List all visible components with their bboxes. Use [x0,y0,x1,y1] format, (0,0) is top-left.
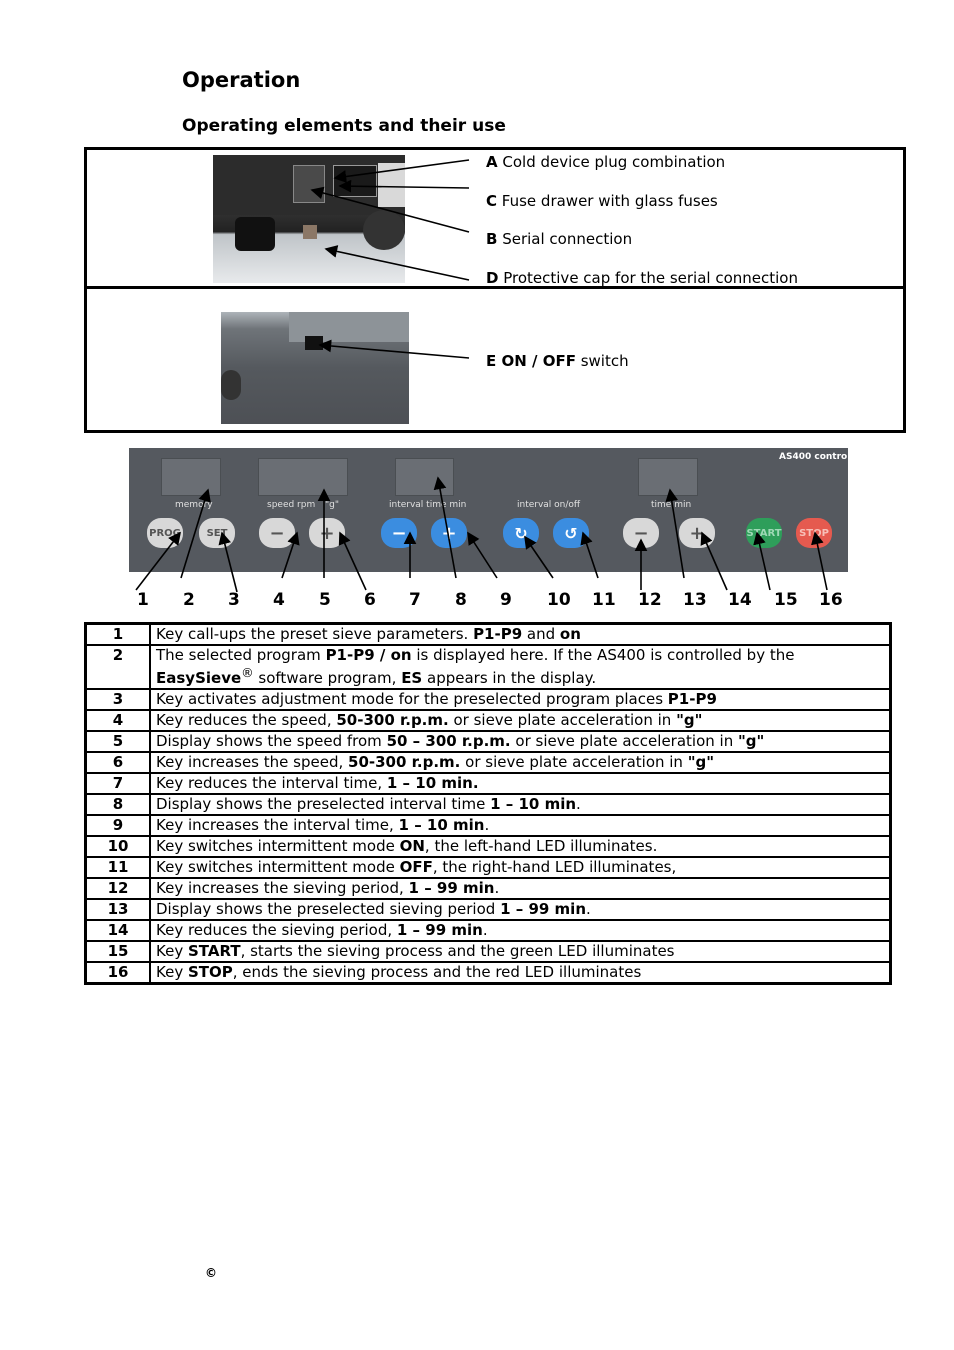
row-number: 8 [86,794,151,815]
row-number: 3 [86,689,151,710]
row-description: Key call-ups the preset sieve parameters. P1-P9 and on [150,624,891,646]
row-number: 5 [86,731,151,752]
interval-minus-key: − [381,518,417,548]
table-row [86,624,891,646]
row-description: Key increases the interval time, 1 – 10 min. [150,815,891,836]
table-row [86,962,891,984]
table-row [86,836,891,857]
callout-number: 3 [228,590,240,610]
row-description: Key reduces the interval time, 1 – 10 min. [150,773,891,794]
table-row [86,752,891,773]
table-row [86,645,891,689]
copyright-mark: © [205,1266,217,1280]
row-number: 6 [86,752,151,773]
callout-number: 10 [547,590,571,610]
row-number: 9 [86,815,151,836]
row-number: 2 [86,645,151,689]
interval-onoff-label: interval on/off [517,500,581,510]
label-b: B Serial connection [486,230,633,248]
section-title: Operating elements and their use [182,116,506,136]
callout-number: 7 [409,590,421,610]
row-description: Key START, starts the sieving process and the green LED illuminates [150,941,891,962]
time-plus-key: + [679,518,715,548]
table-row [86,941,891,962]
row-description: Key reduces the sieving period, 1 – 99 min. [150,920,891,941]
row-description: Key reduces the speed, 50-300 r.p.m. or sieve plate acceleration in "g" [150,710,891,731]
memory-label: memory [175,500,213,510]
speed-g-label: "g" [325,500,339,510]
speed-plus-key: + [309,518,345,548]
panel-title: AS400 control [779,452,851,462]
interval-off-key: ↺ [553,518,589,548]
callout-number: 16 [819,590,843,610]
label-e: E ON / OFF switch [486,352,629,370]
table-row [86,689,891,710]
callout-number: 11 [592,590,616,610]
callout-number: 2 [183,590,195,610]
arrow-d [326,249,469,280]
row-description: Key increases the sieving period, 1 – 99 min. [150,878,891,899]
interval-plus-key: + [431,518,467,548]
table-row [86,920,891,941]
callout-number: 13 [683,590,707,610]
row-description: Key switches intermittent mode ON, the left-hand LED illuminates. [150,836,891,857]
arrow-c [340,186,469,188]
callout-number: 4 [273,590,285,610]
callout-number: 9 [500,590,512,610]
prog-key: PROG [147,518,183,548]
callout-number: 8 [455,590,467,610]
row-number: 4 [86,710,151,731]
callout-arrows [0,0,954,640]
table-row [86,710,891,731]
callout-number: 6 [364,590,376,610]
row-description: The selected program P1-P9 / on is displayed here. If the AS400 is controlled by the EasySieve® software program, ES appears in the display. [150,645,891,689]
row-number: 12 [86,878,151,899]
row-number: 16 [86,962,151,984]
interval-time-label: interval time min [389,500,467,510]
callout-number: 5 [319,590,331,610]
speed-label: speed rpm [267,500,316,510]
callout-number: 12 [638,590,662,610]
start-key: START [746,518,782,548]
row-description: Display shows the speed from 50 – 300 r.p.m. or sieve plate acceleration in "g" [150,731,891,752]
row-description: Key STOP, ends the sieving process and the red LED illuminates [150,962,891,984]
row-description: Key switches intermittent mode OFF, the right-hand LED illuminates, [150,857,891,878]
reference-table [84,622,892,985]
table-row [86,815,891,836]
row-number: 10 [86,836,151,857]
callout-number: 1 [137,590,149,610]
row-number: 11 [86,857,151,878]
row-description: Key increases the speed, 50-300 r.p.m. or sieve plate acceleration in "g" [150,752,891,773]
row-number: 13 [86,899,151,920]
callout-number: 14 [728,590,752,610]
table-row [86,857,891,878]
table-row [86,899,891,920]
row-description: Key activates adjustment mode for the preselected program places P1-P9 [150,689,891,710]
time-label: time min [651,500,692,510]
row-number: 15 [86,941,151,962]
label-a: A Cold device plug combination [486,153,726,171]
row-description: Display shows the preselected sieving period 1 – 99 min. [150,899,891,920]
row-number: 7 [86,773,151,794]
table-row [86,731,891,752]
set-key: SET [199,518,235,548]
callout-number: 15 [774,590,798,610]
row-number: 14 [86,920,151,941]
row-number: 1 [86,624,151,646]
speed-minus-key: − [259,518,295,548]
label-d: D Protective cap for the serial connection [486,269,798,287]
stop-key: STOP [796,518,832,548]
table-row [86,794,891,815]
label-c: C Fuse drawer with glass fuses [486,192,718,210]
arrow-e [320,345,469,358]
arrow-a [335,160,469,178]
row-description: Display shows the preselected interval time 1 – 10 min. [150,794,891,815]
table-row [86,878,891,899]
table-row [86,773,891,794]
time-minus-key: − [623,518,659,548]
interval-on-key: ↻ [503,518,539,548]
arrow-b [312,190,469,232]
page-title: Operation [182,68,301,92]
